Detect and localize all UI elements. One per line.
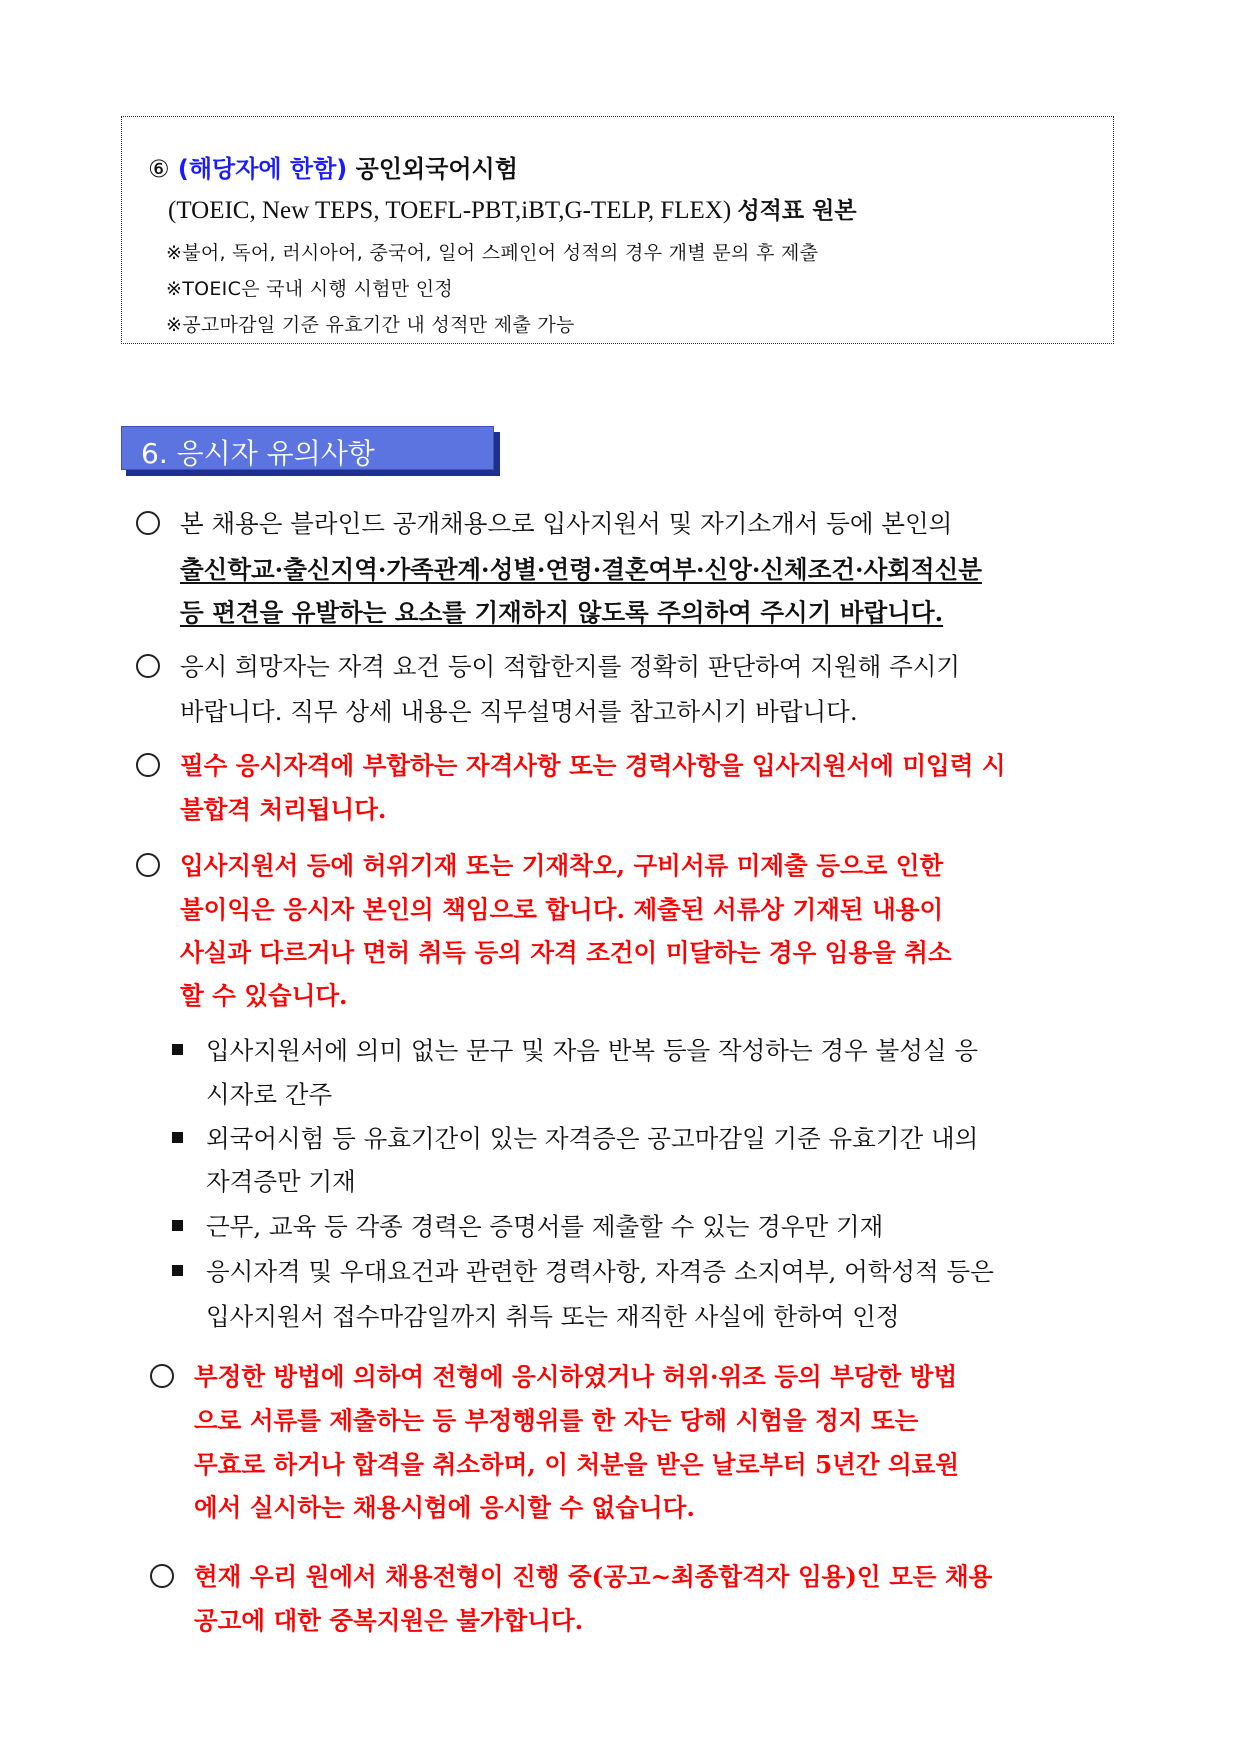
- bullet-line: 외국어시험 등 유효기간이 있는 자격증은 공고마감일 기준 유효기간 내의: [206, 1124, 979, 1153]
- circle-bullet-icon: [150, 1364, 174, 1388]
- square-bullet-icon: [172, 1220, 183, 1231]
- paragraph-line: 현재 우리 원에서 채용전형이 진행 중(공고~최종합격자 임용)인 모든 채용: [194, 1562, 993, 1591]
- test-names: (TOEIC, New TEPS, TOEFL-PBT,iBT,G-TELP, FLEX): [168, 197, 732, 224]
- bullet-line: 응시자격 및 우대요건과 관련한 경력사항, 자격증 소지여부, 어학성적 등은: [206, 1257, 994, 1286]
- section-header: [121, 426, 494, 470]
- foreign-language-test-title: 공인외국어시험: [355, 155, 518, 183]
- paragraph-line: 필수 응시자격에 부합하는 자격사항 또는 경력사항을 입사지원서에 미입력 시: [180, 751, 1006, 780]
- square-bullet-icon: [172, 1132, 183, 1143]
- note-line: ※불어, 독어, 러시아어, 중국어, 일어 스페인어 성적의 경우 개별 문의 후 제출: [166, 242, 819, 264]
- paragraph-line: 으로 서류를 제출하는 등 부정행위를 한 자는 당해 시험을 정지 또는: [194, 1406, 919, 1435]
- test-suffix: 성적표 원본: [737, 198, 857, 224]
- paragraph-line: 부정한 방법에 의하여 전형에 응시하였거나 허위·위조 등의 부당한 방법: [194, 1362, 958, 1391]
- paragraph-line: 무효로 하거나 합격을 취소하며, 이 처분을 받은 날로부터 5년간 의료원: [194, 1450, 960, 1479]
- paragraph-line: 사실과 다르거나 면허 취득 등의 자격 조건이 미달하는 경우 임용을 취소: [180, 938, 952, 967]
- paragraph-line: 할 수 있습니다.: [180, 981, 348, 1010]
- note-box: [121, 116, 1114, 344]
- circle-bullet-icon: [136, 511, 160, 535]
- paragraph-line: 입사지원서 등에 허위기재 또는 기재착오, 구비서류 미제출 등으로 인한: [180, 851, 944, 880]
- section-title: 6. 응시자 유의사항: [141, 437, 375, 470]
- bullet-line: 근무, 교육 등 각종 경력은 증명서를 제출할 수 있는 경우만 기재: [206, 1212, 884, 1241]
- text: 본 채용은 블라인드 공개채용으로 입사지원서 및 자기소개서 등에 본인의: [180, 509, 953, 538]
- paragraph-line: 불이익은 응시자 본인의 책임으로 합니다. 제출된 서류상 기재된 내용이: [180, 895, 944, 924]
- note-line: ※TOEIC은 국내 시행 시험만 인정: [166, 278, 454, 300]
- bullet-line: 시자로 간주: [206, 1080, 333, 1109]
- bullet-line: 자격증만 기재: [206, 1167, 356, 1196]
- bullet-line: 입사지원서 접수마감일까지 취득 또는 재직한 사실에 한하여 인정: [206, 1302, 900, 1331]
- circled-number: ⑥: [148, 155, 170, 183]
- square-bullet-icon: [172, 1044, 183, 1055]
- applicable-only-label: (해당자에 한함): [177, 155, 348, 183]
- circle-bullet-icon: [136, 753, 160, 777]
- test-list: [168, 192, 857, 225]
- square-bullet-icon: [172, 1265, 183, 1276]
- paragraph-line: 응시 희망자는 자격 요건 등이 적합한지를 정확히 판단하여 지원해 주시기: [180, 652, 961, 681]
- paragraph-line: 불합격 처리됩니다.: [180, 795, 387, 824]
- paragraph-line: 바랍니다. 직무 상세 내용은 직무설명서를 참고하시기 바랍니다.: [180, 697, 858, 726]
- circle-bullet-icon: [136, 853, 160, 877]
- note-box-title: [148, 149, 518, 184]
- circle-bullet-icon: [150, 1564, 174, 1588]
- paragraph-line: 에서 실시하는 채용시험에 응시할 수 없습니다.: [194, 1493, 695, 1522]
- paragraph-line: 등 편견을 유발하는 요소를 기재하지 않도록 주의하여 주시기 바랍니다.: [180, 598, 944, 627]
- paragraph-line: 출신학교·출신지역·가족관계·성별·연령·결혼여부·신앙·신체조건·사회적신분: [180, 555, 982, 584]
- paragraph-line: 공고에 대한 중복지원은 불가합니다.: [194, 1606, 584, 1635]
- paragraph-line: [180, 505, 1112, 540]
- bullet-line: 입사지원서에 의미 없는 문구 및 자음 반복 등을 작성하는 경우 불성실 응: [206, 1036, 979, 1065]
- circle-bullet-icon: [136, 654, 160, 678]
- note-line: ※공고마감일 기준 유효기간 내 성적만 제출 가능: [166, 314, 575, 336]
